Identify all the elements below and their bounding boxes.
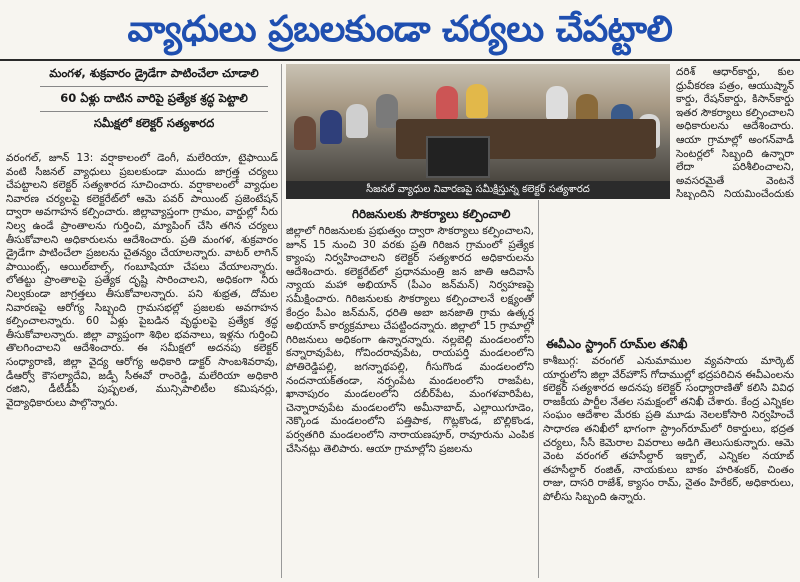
meeting-photo — [286, 64, 670, 181]
right-section-title: ఈవీఎం స్ట్రాంగ్ రూమ్‌ల తనిఖీ — [546, 337, 688, 351]
article-headline: వ్యాధులు ప్రబలకుండా చర్యలు చేపట్టాలి — [127, 9, 673, 50]
subhead-1: మంగళ, శుక్రవారం డ్రైడేగా పాటించేలా చూడాలి — [49, 66, 259, 80]
middle-column-body — [286, 225, 534, 578]
right-section-body — [543, 355, 794, 578]
subhead-3: సమీక్షలో కలెక్టర్ సత్యశారద — [93, 116, 215, 130]
right-column-continued — [543, 200, 794, 334]
middle-section-title: గిరిజనులకు సౌకర్యాలు కల్పించాలి — [352, 207, 511, 221]
right-column-top-body — [676, 66, 794, 200]
subhead-divider — [40, 86, 268, 87]
subhead-divider — [40, 111, 268, 112]
left-column-body — [6, 152, 278, 578]
headline-rule — [0, 59, 800, 61]
middle-column-text: జిల్లాలో గిరిజనులకు ప్రభుత్వం ద్వారా సౌకర్యాలు కల్పించాలని, జూన్ 15 నుంచి 30 వరకు ప్రతి గిరిజన గ్రామంలో ప్రత్యేక క్యాంపు నిర్వహించాలని కలెక్టర్ సత్యశారద అధికారులను ఆదేశించారు. కలెక్టరేట్‌లో ప్రధానమంత్రి జన జాతి ఆదివాసీ న్యాయ మహా అభియాన్ (పీఎం జన్‌మన్) నిర్వహణపై సమీక్షించారు. గిరిజనులకు సౌకర్యాలు కల్పించాలనే లక్ష్యంతో కేంద్రం పీఎం జన్‌మన్, ధరితి అబా జనజాతి గ్రామ ఉత్కర్ష అభియాన్ కార్యక్రమాలు చేపట్టిందన్నారు. జిల్లాలో 15 గ్రామాల్లో గిరిజనులు అధికంగా ఉన్నారన్నారు. నల్లబెల్లి మండలంలోని కన్నారావుపేట, గోవిందరావుపేట, రాయపర్తి మండలంలోని పోతిరెడ్డిపల్లి, జగన్నాథపల్లి, గీసుగొండ మండలంలోని నందనాయక్‌తండా, నర్సంపేట మండలంలోని రాజపేట, ఖానాపురం మండలంలోని దబీర్‌పేట, మంగళవారిపేట, చెన్నారావుపేట మండలంలోని అమీనాబాద్, ఎల్లాయిగూడెం, నెక్కొండ మండలంలోని పత్తిపాక, గొట్లకొండ, బొల్లికొండ, పర్వతగిరి మండలంలోని నారాయణపూర్, రావూరును ఎంపిక చేసినట్లు తెలిపారు. ఆయా గ్రామాల్లోని ప్రజలను — [286, 225, 534, 455]
subhead-2: 60 ఏళ్లు దాటిన వారిపై ప్రత్యేక శ్రద్ధ పెట్టాలి — [60, 91, 248, 105]
column-divider — [538, 200, 539, 578]
column-divider — [281, 64, 282, 578]
photo-caption: సీజనల్ వ్యాధుల నివారణపై సమీక్షిస్తున్న కలెక్టర్ సత్యశారద — [286, 181, 670, 199]
left-column-text: వరంగల్, జూన్ 13: వర్షాకాలంలో డెంగీ, మలేరియా, టైఫాయిడ్ వంటి సీజనల్ వ్యాధులు ప్రబలకుండా ముందు జాగ్రత్త చర్యలు చేపట్టాలని కలెక్టర్ సత్యశారద సూచించారు. వర్షాకాలంలో వ్యాధుల నివారణ చర్యలపై కలెక్టరేట్‌లో ఆమె పవర్ పాయింట్ ప్రజెంటేషన్ ద్వారా అవగాహన కల్పించారు. జిల్లావ్యాప్తంగా గ్రామం, వార్డుల్లో నీరు నిల్వ ఉండే ప్రాంతాలను గుర్తించి, మ్యాపింగ్ చేసి తగిన చర్యలు తీసుకోవాలని అధికారులను ఆదేశించారు. ప్రతి మంగళ, శుక్రవారం డ్రైడేగా పాటించేలా ప్రజలను చైతన్యం చేయాలన్నారు. వాటర్ లాగిన్ పాయింట్స్, ఆయిల్‌బాల్స్, గంబూషియా చేపలు వేయాలన్నారు. లోతట్టు ప్రాంతాలపై ప్రత్యేక దృష్టి సారించాలని, అధికంగా నీరు నిల్వకుండా జాగ్రత్తలు తీసుకోవాలన్నారు. పని శుభ్రత, దోమల నివారణపై ఆరోగ్య సిబ్బంది గ్రామసభల్లో ప్రజలకు అవగాహన కల్పించాలన్నారు. 60 ఏళ్లు పైబడిన వృద్ధులపై ప్రత్యేక శ్రద్ధ తీసుకోవాలన్నారు. జిల్లా వ్యాప్తంగా శిథిల భవనాలు, ఇళ్లను గుర్తించి తొలగించాలని ఆదేశించారు. ఈ సమీక్షలో అదనపు కలెక్టర్ సంధ్యారాణి, జిల్లా వైద్య ఆరోగ్య అధికారి డాక్టర్ సాంబశివరావు, డీఆర్వో కౌసల్యాదేవి, జడ్పీ సీఈవో రాంరెడ్డి, మలేరియా అధికారి రజిని, డీటీడీపీ పుష్పలత, మున్సిపాలిటీల కమిషనర్లు, వైద్యాధికారులు పాల్గొన్నారు. — [6, 152, 278, 409]
right-column-top-text: దరిశ్ ఆధార్‌కార్డు, కుల ధ్రువీకరణ పత్రం, ఆయుష్మాన్ కార్డు, రేషన్‌కార్డు, కిసాన్‌కార్డు ఇతర సౌకర్యాలు కల్పించాలని అధికారులను ఆదేశించారు. ఆయా గ్రామాల్లో అంగన్‌వాడీ సెంటర్లలో సిబ్బంది ఉన్నారా లేదా పరిశీలించాలని, అవసరమైతే వెంటనే సిబ్బందిని నియమించేందుకు — [676, 66, 794, 200]
right-section-text: కాశీబుగ్గ: వరంగల్ ఎనుమాముల వ్యవసాయ మార్కెట్ యార్డులోని జిల్లా వేర్‌హౌస్ గోదాముల్లో భద్రపరిచిన ఈవీఎంలను కలెక్టర్ సత్యశారద అదనపు కలెక్టర్ సంధ్యారాణితో కలిసి వివిధ రాజకీయ పార్టీల నేతల సమక్షంలో తనిఖీ చేశారు. కేంద్ర ఎన్నికల సంఘం ఆదేశాల మేరకు ప్రతి మూడు నెలలకోసారి నిర్వహించే సాధారణ తనిఖీలో భాగంగా స్ట్రాంగ్‌రూమ్‌లో రికార్డులు, భద్రత చర్యలు, సీసీ కెమెరాల వివరాలు అడిగి తెలుసుకున్నారు. ఆమె వెంట వరంగల్ తహసీల్దార్ ఇక్బాల్, ఎన్నికల నయాబ్ తహసీల్దార్ రంజిత్, నాయకులు బాకం హరిశంకర్, చింతం రాజు, దాసరి రాజేశ్, క్యాసం రామ్, నైతం హిరేకర్, అధికారులు, పోలీసు సిబ్బంది ఉన్నారు. — [543, 355, 794, 503]
